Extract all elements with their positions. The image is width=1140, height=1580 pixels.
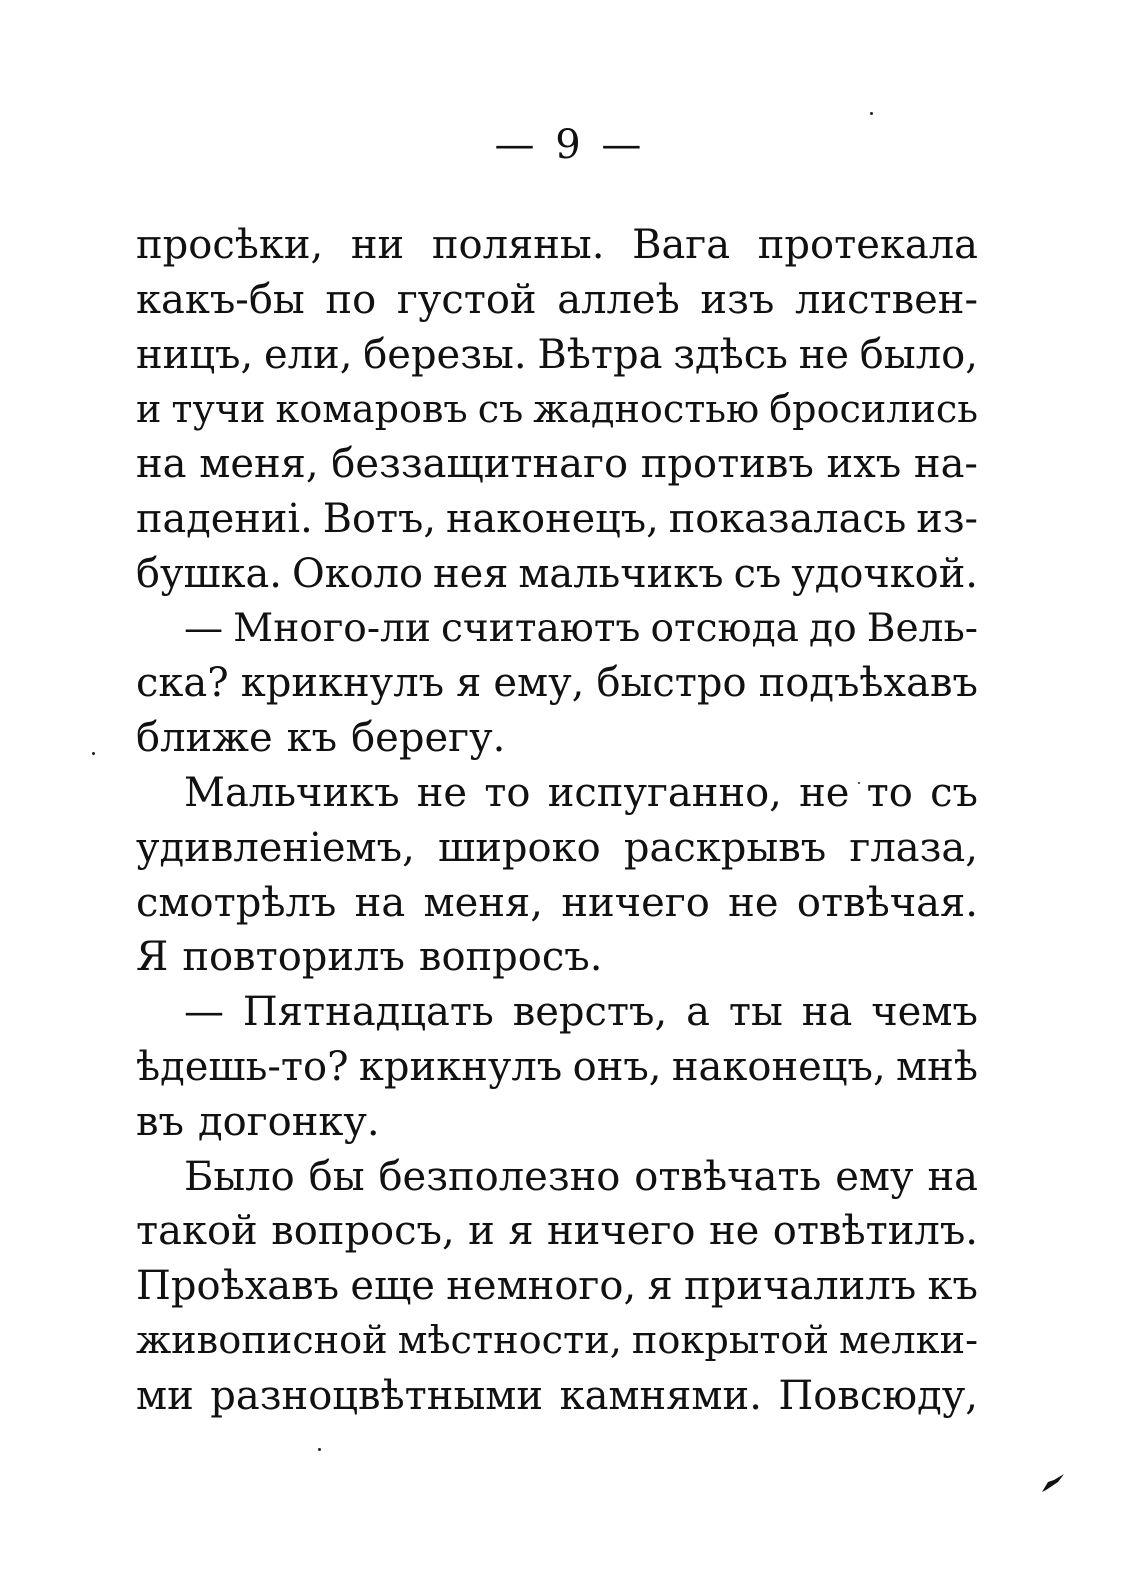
word: на bbox=[801, 989, 853, 1036]
word: — bbox=[184, 605, 224, 651]
word: изъ bbox=[700, 276, 775, 323]
word: берегу. bbox=[351, 715, 506, 762]
word: съ bbox=[930, 769, 978, 816]
text-line bbox=[136, 876, 978, 931]
word: я bbox=[508, 1208, 534, 1255]
word: живописной bbox=[136, 1317, 388, 1363]
word: ихъ bbox=[826, 441, 902, 488]
word: до bbox=[809, 605, 857, 651]
word: из- bbox=[916, 495, 978, 542]
word: вопросъ. bbox=[418, 934, 603, 981]
word: падениі. bbox=[136, 495, 313, 542]
word: отвѣчая. bbox=[796, 879, 978, 926]
word: Вотъ, bbox=[322, 495, 436, 542]
word: ближе bbox=[136, 715, 273, 762]
word: разноцвѣтными bbox=[210, 1372, 544, 1419]
word: а bbox=[686, 989, 710, 1036]
text-line bbox=[136, 1095, 978, 1150]
text-line bbox=[136, 1150, 978, 1205]
word: еще bbox=[350, 1263, 435, 1310]
word: наконецъ, bbox=[671, 1043, 886, 1090]
word: ели, bbox=[263, 331, 353, 378]
word: Около bbox=[291, 550, 423, 597]
text-line bbox=[136, 437, 978, 492]
print-speck bbox=[858, 782, 860, 784]
word: то bbox=[866, 769, 913, 816]
word: какъ-бы bbox=[136, 276, 305, 323]
word: не bbox=[728, 879, 779, 926]
text-line bbox=[136, 1314, 978, 1369]
word: протекала bbox=[757, 222, 978, 268]
word: мѣстности, bbox=[397, 1317, 622, 1363]
word: тучи bbox=[171, 387, 266, 432]
word: Вѣтра bbox=[537, 331, 663, 378]
word: ничего bbox=[547, 1208, 696, 1255]
word: Я bbox=[136, 934, 169, 981]
word: я bbox=[647, 1263, 673, 1310]
word: Вага bbox=[632, 222, 731, 268]
word: и bbox=[136, 387, 162, 432]
text-line bbox=[136, 711, 978, 766]
word: немного, bbox=[446, 1263, 637, 1310]
ink-mark-icon bbox=[1040, 1472, 1066, 1494]
word: ничего bbox=[561, 879, 710, 926]
word: онъ, bbox=[572, 1043, 662, 1090]
text-line bbox=[136, 1204, 978, 1259]
word: мальчикъ bbox=[518, 550, 724, 597]
word: камнями. bbox=[559, 1372, 762, 1419]
word: чемъ bbox=[871, 989, 978, 1036]
word: считаютъ bbox=[441, 605, 641, 651]
word: ни bbox=[350, 222, 405, 268]
text-line bbox=[136, 547, 978, 602]
word: крикнулъ bbox=[358, 1043, 563, 1090]
word: не bbox=[798, 331, 850, 378]
text-line bbox=[136, 1040, 978, 1095]
word: не bbox=[708, 1208, 760, 1255]
word: березы. bbox=[363, 331, 527, 378]
word: меня, bbox=[423, 879, 543, 926]
word: ему bbox=[835, 1153, 914, 1200]
word: догонку. bbox=[197, 1098, 380, 1145]
word: Повсюду, bbox=[778, 1372, 978, 1419]
word: не bbox=[799, 769, 850, 816]
word: на bbox=[927, 1153, 978, 1200]
word: повторилъ bbox=[182, 934, 405, 981]
word: къ bbox=[927, 1263, 978, 1310]
word: отвѣчать bbox=[634, 1153, 822, 1200]
word: Проѣхавъ bbox=[136, 1263, 340, 1310]
text-line bbox=[136, 1369, 978, 1424]
word: широко bbox=[438, 824, 601, 871]
text-line bbox=[136, 656, 978, 711]
word: ему, bbox=[493, 660, 585, 707]
word: Мальчикъ bbox=[184, 769, 400, 816]
word: глаза, bbox=[849, 824, 978, 871]
word: бы bbox=[308, 1153, 365, 1200]
word: не bbox=[416, 769, 468, 816]
word: крикнулъ bbox=[240, 660, 445, 707]
word: подъѣхавъ bbox=[758, 660, 978, 707]
text-line bbox=[136, 985, 978, 1040]
word: мелки- bbox=[838, 1317, 978, 1363]
word: ми bbox=[136, 1372, 194, 1419]
text-line bbox=[136, 766, 978, 821]
word: Много-ли bbox=[233, 605, 431, 651]
word: комаровъ bbox=[275, 387, 468, 432]
text-line bbox=[136, 492, 978, 547]
word: густой bbox=[396, 276, 537, 323]
word: здѣсь bbox=[673, 331, 788, 378]
word: смотрѣлъ bbox=[136, 879, 337, 926]
word: покрытой bbox=[631, 1317, 829, 1363]
word: — bbox=[184, 989, 224, 1036]
word: ницъ, bbox=[136, 331, 254, 378]
word: то bbox=[484, 769, 531, 816]
word: Было bbox=[184, 1153, 295, 1200]
word: нея bbox=[433, 550, 509, 597]
text-line bbox=[136, 218, 978, 273]
word: Пятнадцать bbox=[242, 989, 494, 1036]
word: причалилъ bbox=[684, 1263, 917, 1310]
text-line bbox=[136, 1259, 978, 1314]
word: жадностью bbox=[533, 387, 760, 432]
word: ты bbox=[728, 989, 783, 1036]
word: безполезно bbox=[378, 1153, 621, 1200]
word: было, bbox=[859, 331, 978, 378]
word: съ bbox=[733, 550, 782, 597]
word: бросились bbox=[769, 387, 978, 432]
text-line bbox=[136, 382, 978, 437]
word: наконецъ, bbox=[446, 495, 659, 542]
word: ска? bbox=[136, 660, 229, 707]
word: въ bbox=[136, 1098, 184, 1145]
word: поляны. bbox=[431, 222, 605, 268]
word: просѣки, bbox=[136, 222, 324, 268]
word: ѣдешь-то? bbox=[136, 1043, 349, 1090]
word: Вель- bbox=[866, 605, 978, 651]
word: быстро bbox=[596, 660, 747, 707]
text-line bbox=[136, 273, 978, 328]
word: отвѣтилъ. bbox=[772, 1208, 978, 1255]
word: противъ bbox=[640, 441, 814, 488]
word: на bbox=[354, 879, 406, 926]
word: и bbox=[468, 1208, 495, 1255]
text-line bbox=[136, 821, 978, 876]
word: удивленіемъ, bbox=[136, 824, 415, 871]
word: аллеѣ bbox=[557, 276, 680, 323]
text-line bbox=[136, 930, 978, 985]
word: удочкой. bbox=[791, 550, 978, 597]
word: показалась bbox=[668, 495, 907, 542]
word: съ bbox=[477, 387, 524, 432]
word: верстъ, bbox=[512, 989, 668, 1036]
word: такой bbox=[136, 1208, 258, 1255]
word: на bbox=[136, 441, 187, 488]
word: я bbox=[456, 660, 482, 707]
text-line bbox=[136, 328, 978, 383]
word: къ bbox=[286, 715, 338, 762]
word: на- bbox=[913, 441, 978, 488]
word: испуганно, bbox=[547, 769, 782, 816]
word: меня, bbox=[199, 441, 319, 488]
word: мнѣ bbox=[896, 1043, 978, 1090]
text-line bbox=[136, 602, 978, 657]
body-text bbox=[136, 218, 978, 1424]
print-speck bbox=[92, 752, 95, 755]
word: раскрывъ bbox=[623, 824, 827, 871]
word: вопросъ, bbox=[271, 1208, 455, 1255]
word: беззащитнаго bbox=[331, 441, 629, 488]
word: по bbox=[325, 276, 377, 323]
word: отсюда bbox=[650, 605, 799, 651]
print-speck bbox=[870, 112, 873, 115]
print-speck bbox=[318, 1448, 321, 1451]
word: листвен- bbox=[795, 276, 978, 323]
word: бушка. bbox=[136, 550, 282, 597]
page-number: — 9 — bbox=[494, 122, 646, 168]
